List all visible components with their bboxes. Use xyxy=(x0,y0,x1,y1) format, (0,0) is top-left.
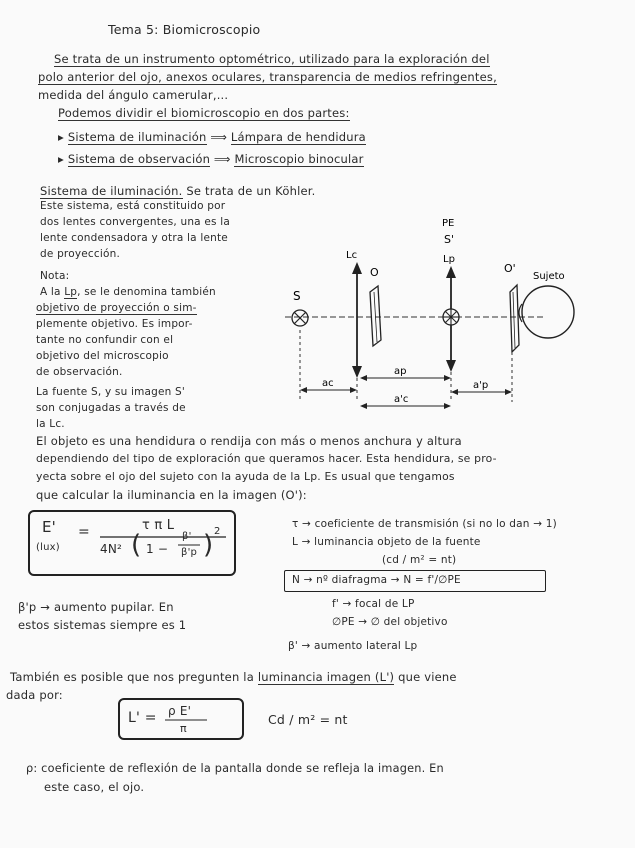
label-s: S xyxy=(293,289,301,303)
intro-line-2: polo anterior del ojo, anexos oculares, transparencia de medios refringentes, xyxy=(38,70,497,84)
formula1-exp: 2 xyxy=(214,526,221,537)
lumin-line-2: dada por: xyxy=(6,688,63,702)
rho-line-1: ρ: coeficiente de reflexión de la pantalla donde se refleja la imagen. En xyxy=(26,762,444,775)
fuente-line-2: la Lc. xyxy=(36,418,65,430)
page-title: Tema 5: Biomicroscopio xyxy=(108,22,261,37)
implies-arrow-icon: ⟹ xyxy=(213,152,235,166)
beta-p-line-1: estos sistemas siempre es 1 xyxy=(18,618,187,632)
intro-line-1: Se trata de un instrumento optométrico, utilizado para la exploración del xyxy=(54,52,490,66)
nota-line-2: tante no confundir con el xyxy=(36,334,174,346)
lumin-line-1-b: luminancia imagen (L') xyxy=(257,670,395,684)
nota-label: Nota: xyxy=(40,270,70,282)
division-item-1-left: Sistema de iluminación xyxy=(67,130,207,144)
nota-line-0: objetivo de proyección o sim- xyxy=(36,302,197,314)
nota-lp: Lp xyxy=(64,286,78,298)
division-heading: Podemos dividir el biomicroscopio en dos partes: xyxy=(58,106,350,120)
label-pe: PE xyxy=(442,218,455,229)
label-sujeto: Sujeto xyxy=(533,271,565,282)
iluminacion-heading-a: Sistema de iluminación. xyxy=(40,184,183,198)
objeto-line-1: dependiendo del tipo de exploración que queramos hacer. Esta hendidura, se pro- xyxy=(36,452,497,465)
division-item-2-left: Sistema de observación xyxy=(67,152,211,166)
iluminacion-desc-1: dos lentes convergentes, una es la xyxy=(40,216,230,228)
rho-line-2: este caso, el ojo. xyxy=(44,780,145,794)
legend-l-units: (cd / m² = nt) xyxy=(382,554,457,566)
formula1-den-b: 1 − xyxy=(146,542,169,556)
beta-p-line-0: β'p → aumento pupilar. En xyxy=(18,600,174,614)
label-lc: Lc xyxy=(346,250,358,261)
fuente-line-0: La fuente S, y su imagen S' xyxy=(36,386,186,398)
implies-arrow-icon: ⟹ xyxy=(210,130,231,144)
lumin-line-1-a: También es posible que nos pregunten la xyxy=(10,670,254,684)
nota-line-4: de observación. xyxy=(36,366,123,378)
label-app: a'p xyxy=(473,380,489,391)
legend-n: N → nº diafragma → N = f'/∅PE xyxy=(292,574,461,586)
legend-tau: τ → coeficiente de transmisión (si no lo dan → 1) xyxy=(292,518,557,530)
nota-suffix: , se le denomina también xyxy=(77,286,216,298)
nota-line-3: objetivo del microscopio xyxy=(36,350,169,362)
formula1-paren-close: ) xyxy=(203,530,214,560)
formula1-num: τ π L xyxy=(142,518,175,533)
objeto-line-3: que calcular la iluminancia en la imagen (O'): xyxy=(36,488,307,502)
label-o-prime: O' xyxy=(504,262,516,275)
formula2-lhs: L' = xyxy=(128,710,157,726)
division-item-1-right: Lámpara de hendidura xyxy=(230,130,366,144)
legend-pe: ∅PE → ∅ del objetivo xyxy=(332,616,448,628)
label-o: O xyxy=(370,266,379,279)
objeto-line-0: El objeto es una hendidura o rendija con más o menos anchura y altura xyxy=(36,434,462,448)
formula2-num: ρ E' xyxy=(168,704,192,718)
formula1-lhs: E' xyxy=(42,518,57,536)
legend-l: L → luminancia objeto de la fuente xyxy=(292,536,481,548)
formula1-den-a: 4N² xyxy=(100,542,123,556)
lumin-line-1 xyxy=(10,670,457,684)
label-ap: ap xyxy=(394,366,407,377)
formula1-frac-den: β'p xyxy=(181,547,198,558)
bullet-icon: ▸ xyxy=(58,152,68,166)
iluminacion-desc-0: Este sistema, está constituido por xyxy=(40,200,226,212)
iluminacion-desc-2: lente condensadora y otra la lente xyxy=(40,232,228,244)
iluminacion-heading-b: Se trata de un Köhler. xyxy=(186,184,316,198)
formula1-paren-open: ( xyxy=(131,530,142,560)
nota-prefix: A la xyxy=(40,286,65,298)
iluminacion-desc-3: de proyección. xyxy=(40,248,120,260)
eye-sujeto xyxy=(522,286,574,338)
fuente-line-1: son conjugadas a través de xyxy=(36,402,186,414)
legend-beta: β' → aumento lateral Lp xyxy=(288,640,418,652)
label-ac: ac xyxy=(322,378,334,389)
label-apc: a'c xyxy=(394,394,409,405)
formula2-den: π xyxy=(180,722,187,735)
label-lp: Lp xyxy=(443,254,455,265)
bullet-icon: ▸ xyxy=(58,130,68,144)
nota-line-1: plemente objetivo. Es impor- xyxy=(36,318,193,330)
legend-f: f' → focal de LP xyxy=(332,598,415,610)
formula2-unit: Cd / m² = nt xyxy=(268,712,348,727)
intro-line-3: medida del ángulo camerular,... xyxy=(38,88,229,102)
formula1-frac-num: β' xyxy=(182,531,192,542)
lumin-line-1-c: que viene xyxy=(398,670,457,684)
formula1-unit: (lux) xyxy=(36,542,60,553)
objeto-line-2: yecta sobre el ojo del sujeto con la ayuda de la Lp. Es usual que tengamos xyxy=(36,470,455,483)
division-item-2-right: Microscopio binocular xyxy=(234,152,364,166)
formula1-equals: = xyxy=(78,524,90,540)
label-s-prime: S' xyxy=(444,233,455,246)
